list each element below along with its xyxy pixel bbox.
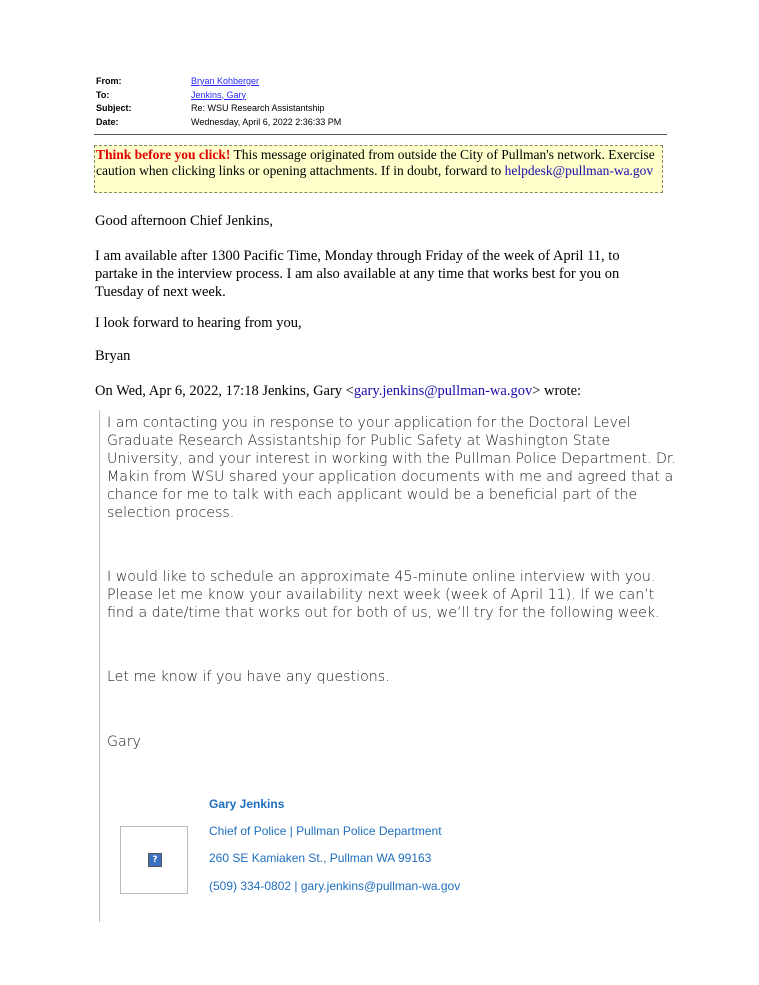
header-divider xyxy=(94,134,667,135)
subject-label: Subject: xyxy=(96,103,132,113)
header-from-row xyxy=(96,75,341,89)
quoted-signoff: Gary xyxy=(107,734,141,750)
from-link[interactable]: Bryan Kohberger xyxy=(191,76,260,86)
subject-value: Re: WSU Research Assistantship xyxy=(191,103,325,113)
external-warning-banner xyxy=(94,145,663,193)
quote-intro-email-link[interactable]: gary.jenkins@pullman-wa.gov xyxy=(353,383,533,399)
signature-contact xyxy=(209,879,460,893)
broken-image-icon: ? xyxy=(148,853,162,867)
signature-phone: (509) 334-0802 | xyxy=(209,879,301,893)
quoted-paragraph-2: I would like to schedule an approximate 45-minute online interview with you. Please let me know your availability next week (week of April 11). If we can’t find a date/time that works out for both of us, we’ll try for the following week. xyxy=(107,569,660,621)
date-value: Wednesday, April 6, 2022 2:36:33 PM xyxy=(191,116,342,127)
warning-title: Think before you click! xyxy=(96,147,231,162)
to-label: To: xyxy=(96,89,110,100)
warning-text: This message originated from outside the City of Pullman's network. Exercise caution when clicking links or opening attachments. If in doubt, forward to xyxy=(96,147,655,178)
reply-closing: I look forward to hearing from you, xyxy=(95,315,302,331)
from-label: From: xyxy=(96,76,122,86)
quote-bar xyxy=(99,410,100,922)
quote-intro xyxy=(95,382,695,400)
signature-title: Chief of Police | Pullman Police Department xyxy=(209,824,442,838)
quote-intro-prefix: On Wed, Apr 6, 2022, 17:18 Jenkins, Gary < xyxy=(95,383,354,399)
reply-signoff: Bryan xyxy=(95,348,131,364)
to-link[interactable]: Jenkins, Gary xyxy=(191,89,247,100)
quoted-paragraph-3: Let me know if you have any questions. xyxy=(107,669,390,685)
header-subject-row xyxy=(96,102,341,116)
signature-address: 260 SE Kamiaken St., Pullman WA 99163 xyxy=(209,851,432,865)
signature-image-placeholder xyxy=(120,826,188,894)
email-header xyxy=(96,75,341,129)
reply-availability: I am available after 1300 Pacific Time, Monday through Friday of the week of April 11, to partake in the interview process. I am also available at any time that works best for you on Tuesday of next week. xyxy=(95,248,620,300)
quote-intro-suffix: > wrote: xyxy=(532,383,582,399)
reply-greeting: Good afternoon Chief Jenkins, xyxy=(95,213,273,229)
quoted-paragraph-1: I am contacting you in response to your application for the Doctoral Level Graduate Research Assistantship for Public Safety at Washington State University, and your interest in working with the Pullman Police Department. Dr. Makin from WSU shared your application documents with me and agreed that a chance for me to talk with each applicant would be a beneficial part of the selection process. xyxy=(107,415,676,521)
header-date-row xyxy=(96,116,341,130)
header-to-row xyxy=(96,89,341,103)
signature-name: Gary Jenkins xyxy=(209,797,285,811)
signature-email-link[interactable]: gary.jenkins@pullman-wa.gov xyxy=(300,879,461,893)
date-label: Date: xyxy=(96,116,119,127)
helpdesk-link[interactable]: helpdesk@pullman-wa.gov xyxy=(504,163,654,178)
